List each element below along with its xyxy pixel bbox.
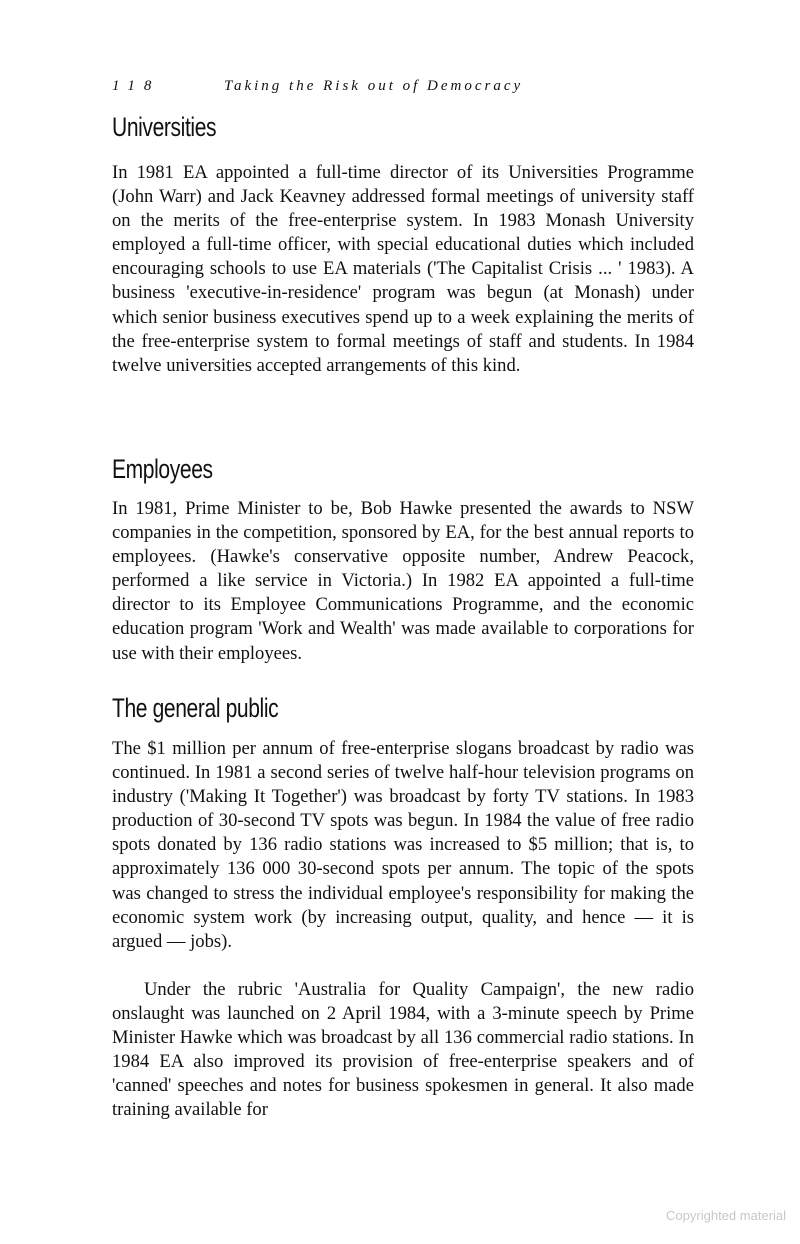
paragraph-universities: In 1981 EA appointed a full-time director of its Universities Programme (John Warr) and Jack Keavney addressed formal meetings of university staff on the merits of the free-enterprise system. In 1983 Monash University employed a full-time officer, with special educational duties which included encouraging schools to use EA materials ('The Capitalist Crisis ... ' 1983). A business 'executive-in-residence' program was begun (at Monash) under which senior business executives spend up to a week explaining the merits of the free-enterprise system to formal meetings of staff and students. In 1984 twelve universities accepted arrangements of this kind. — [112, 162, 694, 376]
paragraph-general-public-2: Under the rubric 'Australia for Quality Campaign', the new radio onslaught was launched on 2 April 1984, with a 3-minute speech by Prime Minister Hawke which was broadcast by all 136 commercial radio stations. In 1984 EA also improved its provision of free-enterprise speakers and of 'canned' speeches and notes for business spokesmen in general. It also made training available for — [112, 979, 694, 1121]
section-heading-universities: Universities — [112, 112, 217, 142]
page-number: 118 — [112, 78, 161, 94]
section-heading-employees: Employees — [112, 454, 213, 484]
running-head — [112, 78, 694, 95]
running-title: Taking the Risk out of Democracy — [224, 78, 524, 94]
paragraph-employees: In 1981, Prime Minister to be, Bob Hawke presented the awards to NSW companies in the competition, sponsored by EA, for the best annual reports to employees. (Hawke's conservative opposite number, Andrew Peacock, performed a like service in Victoria.) In 1982 EA appointed a full-time director to its Employee Communications Programme, and the economic education program 'Work and Wealth' was made available to corporations for use with their employees. — [112, 498, 694, 664]
copyright-watermark: Copyrighted material — [666, 1208, 786, 1223]
paragraph-general-public-1: The $1 million per annum of free-enterprise slogans broadcast by radio was continued. In 1981 a second series of twelve half-hour television programs on industry ('Making It Together') was broadcast by forty TV stations. In 1983 production of 30-second TV spots was begun. In 1984 the value of free radio spots donated by 136 radio stations was increased to $5 million; that is, to approximately 136 000 30-second spots per annum. The topic of the spots was changed to stress the individual employee's responsibility for making the economic system work (by increasing output, quality, and hence — it is argued — jobs). — [112, 738, 694, 952]
section-heading-general-public: The general public — [112, 693, 279, 723]
